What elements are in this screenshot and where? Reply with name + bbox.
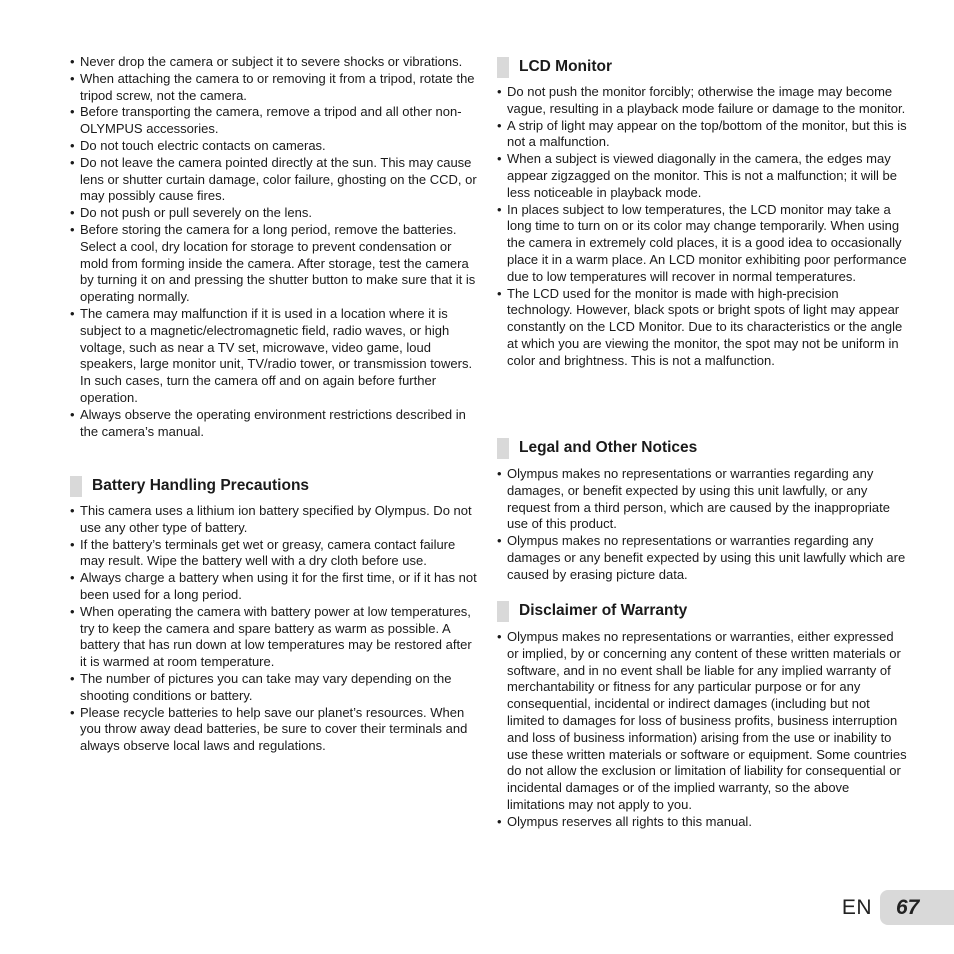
section-marker-bar	[497, 438, 509, 459]
bullet-item: • Never drop the camera or subject it to severe shocks or vibrations.	[70, 54, 480, 71]
disclaimer-section-heading	[497, 600, 687, 622]
legal-section-title: Legal and Other Notices	[519, 439, 698, 456]
lcd-section-title: LCD Monitor	[519, 58, 612, 75]
language-code: EN	[841, 895, 872, 919]
bullet-item: • If the battery’s terminals get wet or greasy, camera contact failure may result. Wipe the battery well with a dry cloth before use.	[70, 537, 480, 571]
bullet-item: • The number of pictures you can take may vary depending on the shooting conditions or battery.	[70, 671, 480, 705]
bullet-item: • Olympus makes no representations or warranties, either expressed or implied, by or concerning any content of these written materials or software, and in no event shall be liable for any implied warranty of merchantability or fitness for any particular purpose or for any consequential, incidental or indirect damages (including but not limited to damages for loss of business profits, business interruption and loss of business information) arising from the use or inability to use these written materials or software or equipment. Some countries do not allow the exclusion or limitation of liability for consequential or incidental damages or of the implied warranty, so the above limitations may not apply to you.	[497, 629, 907, 814]
lcd-section-heading	[497, 56, 612, 78]
section-marker-bar	[70, 476, 82, 497]
page-number-tab	[880, 890, 954, 925]
bullet-item: • Do not push the monitor forcibly; otherwise the image may become vague, resulting in a playback mode failure or damage to the monitor.	[497, 84, 907, 118]
bullet-item: • Always charge a battery when using it for the first time, or if it has not been used for a long period.	[70, 570, 480, 604]
page-footer	[842, 890, 954, 925]
bullet-item: • Do not touch electric contacts on cameras.	[70, 138, 480, 155]
bullet-item: • Always observe the operating environment restrictions described in the camera’s manual.	[70, 407, 480, 441]
bullet-item: • The LCD used for the monitor is made with high-precision technology. However, black spots or bright spots of light may appear constantly on the LCD Monitor. Due to its characteristics or the angle at which you are viewing the monitor, the spot may not be uniform in color and brightness. This is not a malfunction.	[497, 286, 907, 370]
bullet-item: • Olympus makes no representations or warranties regarding any damages, or benefit expected by using this unit lawfully, or any request from a third person, which are caused by the inappropriate use of this product.	[497, 466, 907, 533]
bullet-item: • Do not leave the camera pointed directly at the sun. This may cause lens or shutter curtain damage, color failure, ghosting on the CCD, or may possibly cause fires.	[70, 155, 480, 205]
bullet-item: • In places subject to low temperatures, the LCD monitor may take a long time to turn on or its color may change temporarily. When using the camera in extremely cold places, it is a good idea to occasionally place it in a warm place. An LCD monitor exhibiting poor performance due to low temperatures will recover in normal temperatures.	[497, 202, 907, 286]
disclaimer-list	[497, 629, 907, 831]
legal-section-heading	[497, 437, 697, 459]
bullet-item: • This camera uses a lithium ion battery specified by Olympus. Do not use any other type of battery.	[70, 503, 480, 537]
bullet-item: • The camera may malfunction if it is used in a location where it is subject to a magnetic/electromagnetic field, radio waves, or high voltage, such as near a TV set, microwave, video game, loud speakers, large monitor unit, TV/radio tower, or transmission towers. In such cases, turn the camera off and on again before further operation.	[70, 306, 480, 407]
bullet-item: • Olympus reserves all rights to this manual.	[497, 814, 907, 831]
legal-notices-list	[497, 466, 907, 584]
section-marker-bar	[497, 57, 509, 78]
bullet-item: • Please recycle batteries to help save our planet’s resources. When you throw away dead batteries, be sure to cover their terminals and always observe local laws and regulations.	[70, 705, 480, 755]
disclaimer-section-title: Disclaimer of Warranty	[519, 602, 688, 619]
general-precautions-list	[70, 54, 480, 440]
bullet-item: • Olympus makes no representations or warranties regarding any damages or any benefit expected by using this unit lawfully which are caused by erasing picture data.	[497, 533, 907, 583]
battery-section-title: Battery Handling Precautions	[92, 477, 310, 494]
page-number: 67	[896, 895, 920, 919]
bullet-item: • Before storing the camera for a long period, remove the batteries. Select a cool, dry location for storage to prevent condensation or mold from forming inside the camera. After storage, test the camera by turning it on and pressing the shutter button to make sure that it is operating normally.	[70, 222, 480, 306]
battery-section-heading	[70, 475, 309, 497]
bullet-item: • Before transporting the camera, remove a tripod and all other non-OLYMPUS accessories.	[70, 104, 480, 138]
bullet-item: • Do not push or pull severely on the lens.	[70, 205, 480, 222]
lcd-monitor-list	[497, 84, 907, 370]
bullet-item: • A strip of light may appear on the top/bottom of the monitor, but this is not a malfunction.	[497, 118, 907, 152]
bullet-item: • When attaching the camera to or removing it from a tripod, rotate the tripod screw, not the camera.	[70, 71, 480, 105]
section-marker-bar	[497, 601, 509, 622]
bullet-item: • When operating the camera with battery power at low temperatures, try to keep the camera and spare battery as warm as possible. A battery that has run down at low temperatures may be restored after it is warmed at room temperature.	[70, 604, 480, 671]
battery-precautions-list	[70, 503, 480, 755]
bullet-item: • When a subject is viewed diagonally in the camera, the edges may appear zigzagged on the monitor. This is not a malfunction; it will be less noticeable in playback mode.	[497, 151, 907, 201]
